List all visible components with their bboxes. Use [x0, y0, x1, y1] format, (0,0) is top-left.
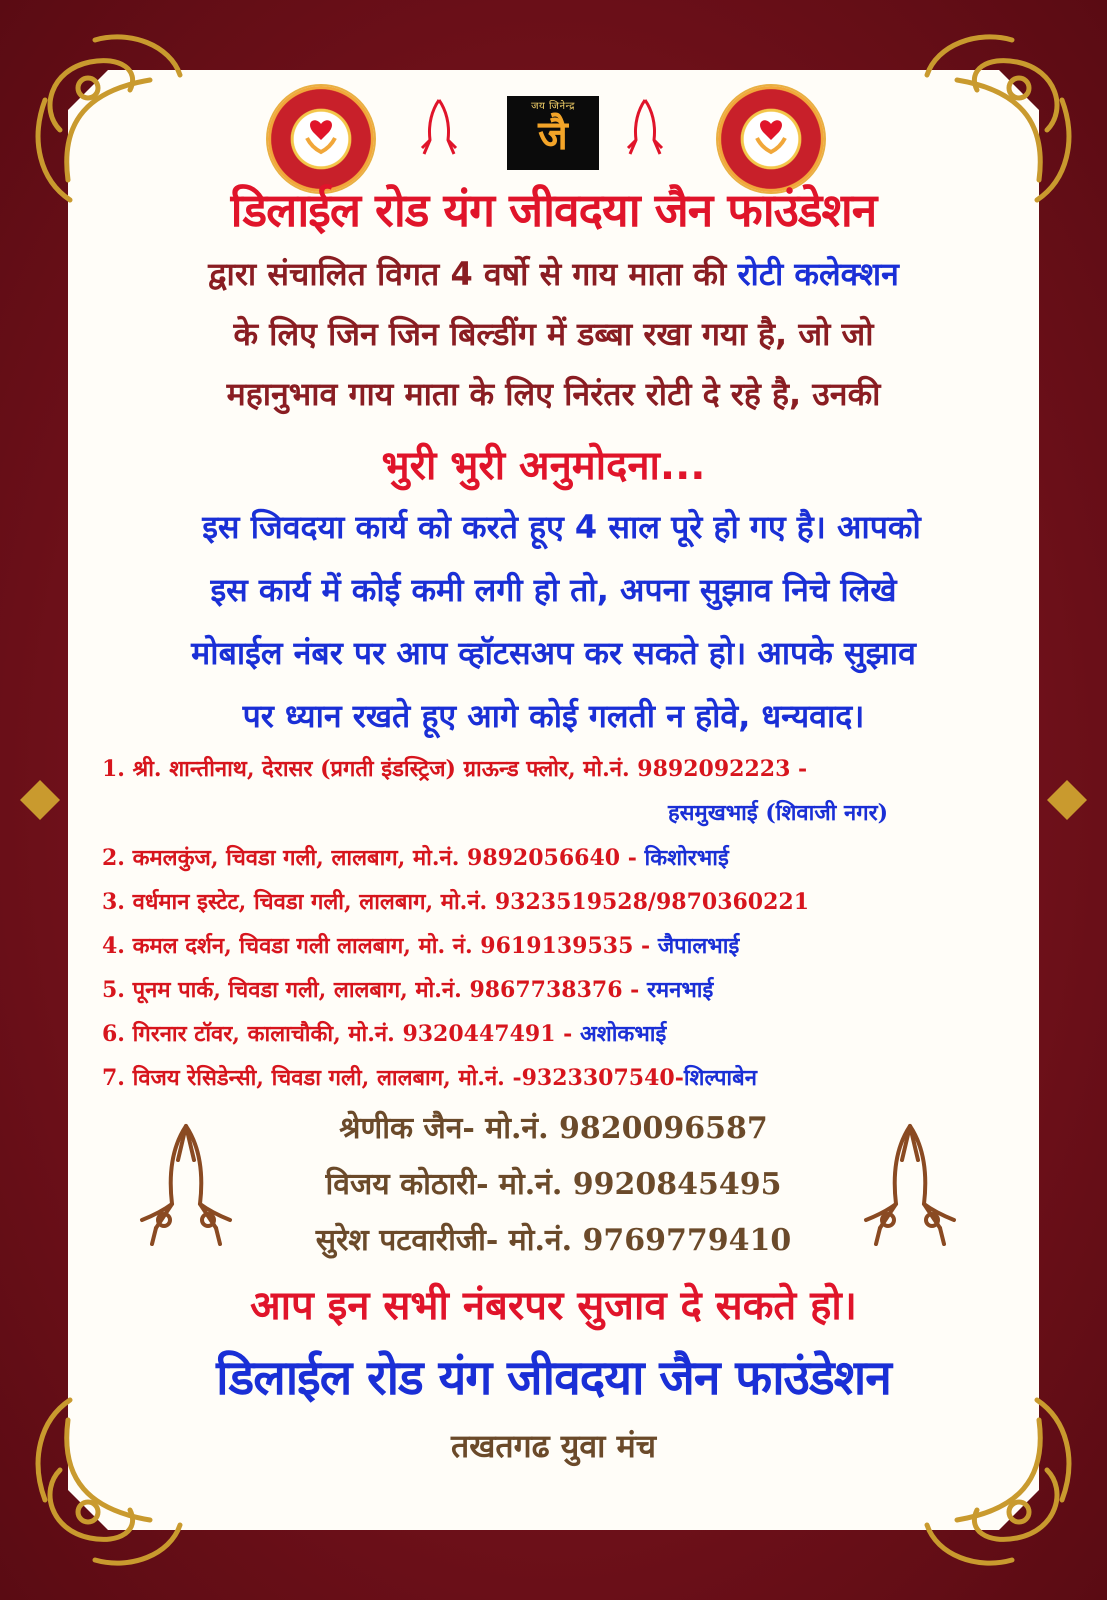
jai-jinendra-logo: [507, 96, 599, 170]
foundation-name-footer: डिलाईल रोड यंग जीवदया जैन फाउंडेशन: [216, 1350, 891, 1406]
intro-line-2: के लिए जिन जिन बिल्डींग में डब्बा रखा गया है, जो जो: [233, 315, 874, 353]
list-item-text: 5. पूनम पार्क, चिवडा गली, लालबाग, मो.नं. 9867738376 -: [102, 977, 647, 1003]
roti-collection-text: रोटी कलेक्शन: [737, 255, 899, 293]
list-item-name: जैपालभाई: [657, 933, 740, 959]
list-item-name: रमनभाई: [646, 977, 714, 1003]
list-item: [102, 974, 713, 1004]
foundation-logo-left: [268, 86, 374, 192]
message-line-3: मोबाईल नंबर पर आप व्हॉटसअप कर सकते हो। आपके सुझाव: [191, 634, 916, 672]
contact-line: सुरेश पटवारीजी- मो.नं. 9769779410: [315, 1223, 792, 1258]
message-line-2: इस कार्य में कोई कमी लगी हो तो, अपना सुझाव निचे लिखे: [210, 571, 897, 609]
list-item-text: 2. कमलकुंज, चिवडा गली, लालबाग, मो.नं. 9892056640 -: [102, 845, 645, 871]
list-item-name: हसमुखभाई (शिवाजी नगर): [668, 800, 889, 826]
hands-heart-icon: [753, 116, 789, 156]
list-item: [102, 842, 729, 872]
intro-line-1: [0, 252, 1107, 295]
list-item: [102, 753, 807, 783]
list-item-text: 1. श्री. शान्तीनाथ, देरासर (प्रगती इंडस्ट्रिज) ग्राऊन्ड फ्लोर, मो.नं. 9892092223 -: [102, 756, 808, 782]
list-item: [102, 1062, 757, 1092]
list-item: [102, 886, 809, 916]
list-item-name: शिल्पाबेन: [683, 1065, 757, 1091]
list-item-text: 6. गिरनार टॉवर, कालाचौकी, मो.नं. 9320447491 -: [102, 1021, 580, 1047]
intro-line-1-text: द्वारा संचालित विगत 4 वर्षो से गाय माता की: [208, 255, 738, 293]
contact-line: विजय कोठारी- मो.नं. 9920845495: [325, 1167, 782, 1202]
list-item-text: 4. कमल दर्शन, चिवडा गली लालबाग, मो. नं. 9619139535 -: [102, 933, 658, 959]
list-item-name: किशोरभाई: [644, 845, 729, 871]
list-item-name: अशोकभाई: [579, 1021, 667, 1047]
list-item: [102, 1018, 666, 1048]
page-title: डिलाईल रोड यंग जीवदया जैन फाउंडेशन: [230, 183, 877, 237]
foundation-logo-right: [718, 86, 824, 192]
message-line-4: पर ध्यान रखते हूए आगे कोई गलती न होवे, धन्यवाद।: [242, 697, 865, 735]
jain-logo-icon: जै: [538, 113, 568, 159]
intro-line-3: महानुभाव गाय माता के लिए निरंतर रोटी दे रहे है, उनकी: [226, 375, 881, 413]
anumodana-heading: भुरी भुरी अनुमोदना...: [381, 443, 706, 489]
jai-jinendra-text: जय जिनेन्द्र: [531, 101, 575, 112]
suggest-heading: आप इन सभी नंबरपर सुजाव दे सकते हो।: [250, 1283, 857, 1329]
message-line-1: इस जिवदया कार्य को करते हूए 4 साल पूरे हो गए है। आपको: [202, 508, 921, 546]
namaste-icon: [414, 96, 464, 160]
manch-name: तखतगढ युवा मंच: [450, 1427, 657, 1465]
list-item-continuation: [668, 797, 888, 827]
hands-heart-icon: [303, 116, 339, 156]
list-item-text: 7. विजय रेसिडेन्सी, चिवडा गली, लालबाग, मो.नं. -9323307540-: [102, 1065, 684, 1091]
contact-line: श्रेणीक जैन- मो.नं. 9820096587: [339, 1111, 768, 1146]
namaste-icon: [620, 96, 670, 160]
list-item: [102, 930, 739, 960]
list-item-text: 3. वर्धमान इस्टेट, चिवडा गली, लालबाग, मो.नं. 9323519528/9870360221: [102, 889, 810, 915]
